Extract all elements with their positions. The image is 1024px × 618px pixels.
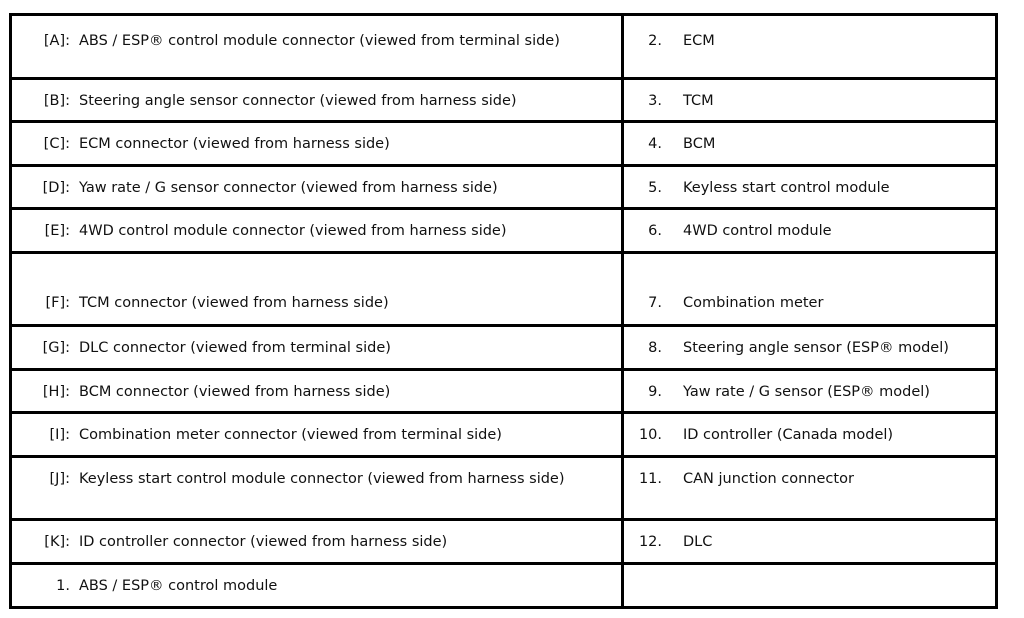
connector-description: TCM connector (viewed from harness side): [79, 295, 389, 311]
connector-cell: [11, 209, 623, 253]
component-number: 5.: [648, 180, 662, 196]
component-number: 6.: [648, 223, 662, 239]
connector-cell: [11, 413, 623, 457]
component-number: 8.: [648, 340, 662, 356]
component-legend-table: [9, 13, 998, 609]
connector-cell: [11, 564, 623, 608]
component-cell: [623, 457, 997, 520]
connector-code: [G]:: [42, 340, 70, 356]
connector-code: [D]:: [42, 180, 70, 196]
component-cell: [623, 166, 997, 209]
table-row: [11, 370, 997, 413]
table-row: [11, 326, 997, 370]
component-number: 11.: [638, 471, 662, 487]
connector-description: 4WD control module connector (viewed from harness side): [79, 223, 507, 239]
component-number: 1.: [56, 578, 70, 594]
component-cell: [623, 122, 997, 166]
connector-description: Yaw rate / G sensor connector (viewed from harness side): [79, 180, 498, 196]
connector-cell: [11, 166, 623, 209]
component-number: 3.: [648, 93, 662, 109]
connector-description: ID controller connector (viewed from harness side): [79, 534, 448, 550]
connector-cell: [11, 122, 623, 166]
table-row: [11, 520, 997, 564]
component-cell: [623, 79, 997, 122]
connector-code: [J]:: [49, 471, 70, 487]
table-row: [11, 413, 997, 457]
component-cell: [623, 209, 997, 253]
table-row: [11, 253, 997, 326]
connector-code: [E]:: [44, 223, 70, 239]
connector-description: Combination meter connector (viewed from terminal side): [79, 427, 502, 443]
connector-description: Keyless start control module connector (viewed from harness side): [79, 471, 565, 487]
table-row: [11, 209, 997, 253]
component-cell: [623, 413, 997, 457]
connector-description: ABS / ESP® control module connector (viewed from terminal side): [79, 33, 560, 49]
table-row: [11, 122, 997, 166]
component-name: Yaw rate / G sensor (ESP® model): [683, 384, 930, 400]
component-name: ABS / ESP® control module: [79, 578, 278, 594]
component-name: 4WD control module: [683, 223, 832, 239]
component-cell: [623, 520, 997, 564]
table-row: [11, 79, 997, 122]
connector-cell: [11, 253, 623, 326]
component-number: 10.: [638, 427, 662, 443]
component-cell: [623, 253, 997, 326]
component-name: DLC: [683, 534, 713, 550]
component-name: Combination meter: [683, 295, 824, 311]
connector-description: Steering angle sensor connector (viewed from harness side): [79, 93, 517, 109]
connector-code: [A]:: [43, 33, 70, 49]
connector-cell: [11, 520, 623, 564]
component-number: 9.: [648, 384, 662, 400]
connector-code: [I]:: [49, 427, 70, 443]
component-number: 2.: [648, 33, 662, 49]
component-name: Steering angle sensor (ESP® model): [683, 340, 949, 356]
component-name: ECM: [683, 33, 715, 49]
component-number: 12.: [638, 534, 662, 550]
component-number: 4.: [648, 136, 662, 152]
table-row: [11, 15, 997, 79]
connector-cell: [11, 457, 623, 520]
table-row: [11, 166, 997, 209]
connector-code: [C]:: [43, 136, 70, 152]
connector-cell: [11, 15, 623, 79]
component-cell: [623, 370, 997, 413]
table-row: [11, 564, 997, 608]
component-name: BCM: [683, 136, 716, 152]
connector-code: [B]:: [43, 93, 70, 109]
component-name: TCM: [683, 93, 714, 109]
connector-cell: [11, 326, 623, 370]
component-name: ID controller (Canada model): [683, 427, 894, 443]
component-number: 7.: [648, 295, 662, 311]
connector-description: ECM connector (viewed from harness side): [79, 136, 390, 152]
component-cell: [623, 326, 997, 370]
table-row: [11, 457, 997, 520]
connector-cell: [11, 79, 623, 122]
connector-description: BCM connector (viewed from harness side): [79, 384, 391, 400]
empty-cell: [623, 564, 997, 608]
component-name: Keyless start control module: [683, 180, 890, 196]
connector-cell: [11, 370, 623, 413]
connector-code: [F]:: [45, 295, 70, 311]
connector-code: [K]:: [44, 534, 70, 550]
component-name: CAN junction connector: [683, 471, 854, 487]
connector-code: [H]:: [42, 384, 70, 400]
connector-description: DLC connector (viewed from terminal side): [79, 340, 391, 356]
component-cell: [623, 15, 997, 79]
